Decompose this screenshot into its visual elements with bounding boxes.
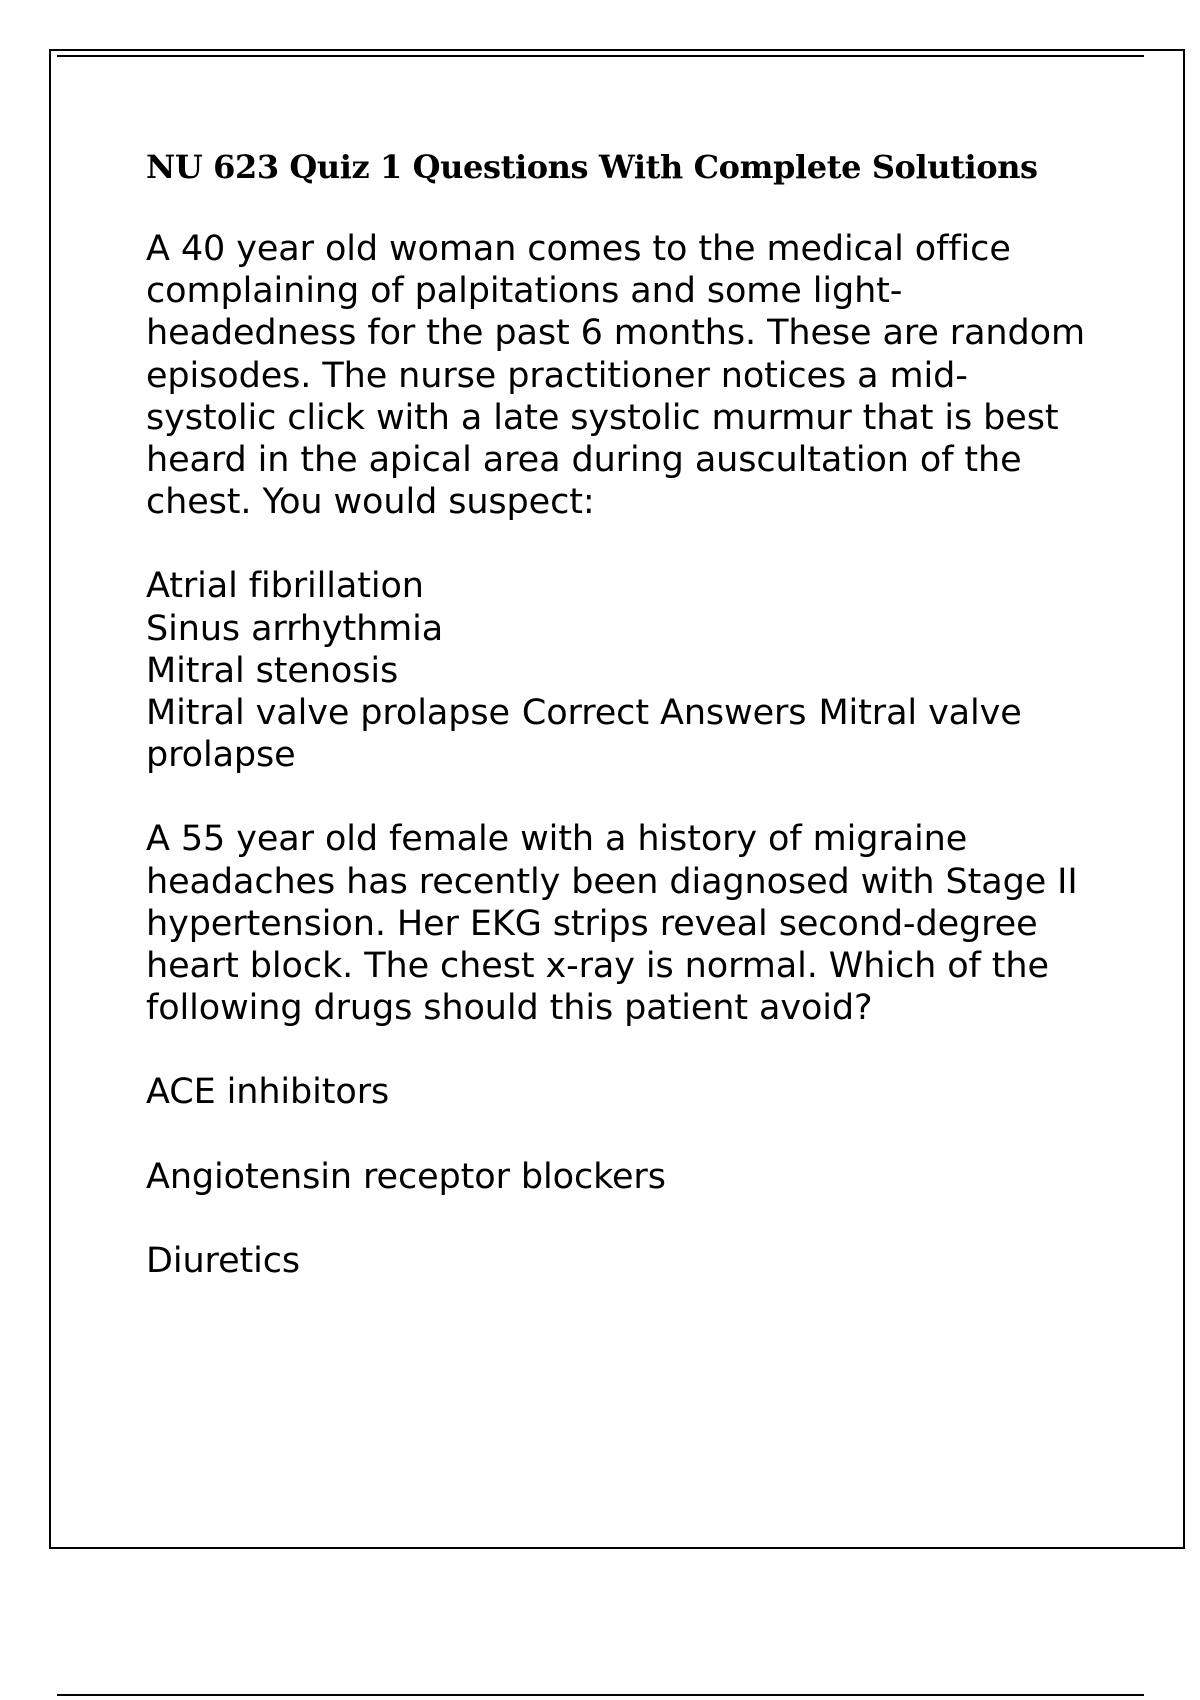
document-body [146, 146, 1096, 1282]
question-1-option-a: Atrial fibrillation [146, 566, 424, 607]
question-1-option-c: Mitral stenosis [146, 650, 399, 691]
top-rule-divider [57, 55, 1144, 57]
bottom-rule-divider [57, 1694, 1144, 1696]
question-2-option-c: Diuretics [146, 1240, 301, 1281]
question-1-option-b: Sinus arrhythmia [146, 608, 444, 649]
question-1-option-d: Mitral valve prolapse [146, 693, 510, 734]
question-1-option-d-with-answer [146, 692, 1096, 776]
document-title: NU 623 Quiz 1 Questions With Complete Solutions [146, 148, 1038, 186]
question-1-answer: Mitral valve prolapse [146, 693, 1022, 776]
question-1-options [146, 565, 1096, 776]
question-2-stem: A 55 year old female with a history of migraine headaches has recently been diagnosed with Stage II hypertension. Her EKG strips reveal second-degree heart block. The chest x-ray is normal. Which of the following drugs should this patient avoid? [146, 819, 1078, 1029]
question-1 [146, 228, 1096, 776]
question-2-option-a: ACE inhibitors [146, 1072, 390, 1113]
correct-answers-label: Correct Answers [521, 693, 807, 734]
question-2 [146, 818, 1096, 1282]
question-2-option-b: Angiotensin receptor blockers [146, 1156, 666, 1197]
question-1-stem: A 40 year old woman comes to the medical office complaining of palpitations and some light-headedness for the past 6 months. These are random episodes. The nurse practitioner notices a mid-systolic click with a late systolic murmur that is best heard in the apical area during auscultation of the chest. You would suspect: [146, 229, 1085, 523]
